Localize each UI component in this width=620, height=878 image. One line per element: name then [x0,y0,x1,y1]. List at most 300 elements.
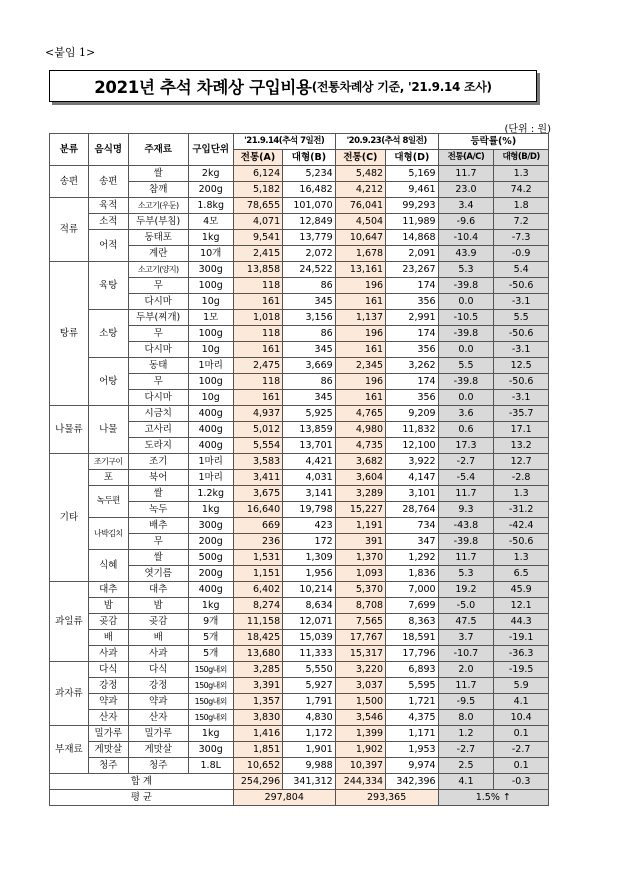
table-row [50,582,549,598]
header-trad-c: 전통(C) [335,150,385,166]
trad-c-cell: 2,345 [335,358,385,374]
large-d-cell: 9,974 [386,758,439,774]
large-b-cell: 3,669 [283,358,336,374]
trad-a-cell: 4,937 [233,406,282,422]
ingredient-cell: 밀가루 [128,726,188,742]
unit-cell: 200g [188,182,233,198]
trad-c-cell: 4,980 [335,422,385,438]
trad-c-cell: 8,708 [335,598,385,614]
large-b-cell: 16,482 [283,182,336,198]
unit-cell: 1kg [188,598,233,614]
trad-c-cell: 196 [335,326,385,342]
trad-c-cell: 1,678 [335,246,385,262]
change-ac-cell: 5.3 [438,566,494,582]
ingredient-cell: 곶감 [128,614,188,630]
change-bd-cell: 7.2 [494,214,549,230]
change-bd-cell: -7.3 [494,230,549,246]
trad-c-cell: 391 [335,534,385,550]
change-bd-cell: 12.7 [494,454,549,470]
food-cell: 산자 [88,710,128,726]
large-b-cell: 8,634 [283,598,336,614]
trad-c-cell: 4,735 [335,438,385,454]
ingredient-cell: 밤 [128,598,188,614]
food-cell: 약과 [88,694,128,710]
category-cell: 과자류 [50,662,89,726]
large-b-cell: 86 [283,278,336,294]
unit-cell: 9개 [188,614,233,630]
header-large-bd: 대형(B/D) [494,150,549,166]
ingredient-cell: 쌀 [128,486,188,502]
category-cell: 적류 [50,198,89,262]
total-change-bd: -0.3 [494,774,549,790]
category-cell: 기타 [50,454,89,582]
ingredient-cell: 쌀 [128,166,188,182]
trad-c-cell: 4,504 [335,214,385,230]
ingredient-cell: 녹두 [128,502,188,518]
large-b-cell: 24,522 [283,262,336,278]
ingredient-cell: 다시마 [128,390,188,406]
unit-cell: 100g [188,374,233,390]
change-bd-cell: 12.1 [494,598,549,614]
trad-a-cell: 13,680 [233,646,282,662]
change-bd-cell: 0.1 [494,758,549,774]
header-row-1 [50,134,549,150]
table-row [50,710,549,726]
ingredient-cell: 도라지 [128,438,188,454]
change-ac-cell: -39.8 [438,326,494,342]
change-bd-cell: -31.2 [494,502,549,518]
unit-cell: 4모 [188,214,233,230]
change-bd-cell: -35.7 [494,406,549,422]
ingredient-cell: 고사리 [128,422,188,438]
change-ac-cell: 47.5 [438,614,494,630]
large-b-cell: 11,333 [283,646,336,662]
trad-c-cell: 3,546 [335,710,385,726]
trad-a-cell: 118 [233,278,282,294]
trad-a-cell: 118 [233,374,282,390]
change-ac-cell: -10.4 [438,230,494,246]
ingredient-cell: 배추 [128,518,188,534]
change-ac-cell: 0.0 [438,342,494,358]
average-label: 평 균 [50,790,234,806]
change-ac-cell: 11.7 [438,678,494,694]
large-b-cell: 1,172 [283,726,336,742]
trad-c-cell: 13,161 [335,262,385,278]
food-cell: 육탕 [88,262,128,310]
total-label: 합 계 [50,774,234,790]
large-d-cell: 347 [386,534,439,550]
trad-a-cell: 1,018 [233,310,282,326]
change-bd-cell: 1.3 [494,486,549,502]
change-bd-cell: 5.9 [494,678,549,694]
table-row [50,454,549,470]
ingredient-cell: 다식 [128,662,188,678]
change-ac-cell: 2.0 [438,662,494,678]
table-row [50,758,549,774]
document-title-box [49,70,537,102]
change-bd-cell: -36.3 [494,646,549,662]
change-ac-cell: 11.7 [438,550,494,566]
large-d-cell: 28,764 [386,502,439,518]
unit-cell: 300g [188,262,233,278]
category-cell: 탕류 [50,262,89,406]
unit-cell: 1kg [188,726,233,742]
large-b-cell: 5,234 [283,166,336,182]
trad-a-cell: 2,415 [233,246,282,262]
trad-c-cell: 15,227 [335,502,385,518]
category-cell: 나물류 [50,406,89,454]
trad-a-cell: 3,583 [233,454,282,470]
large-d-cell: 2,091 [386,246,439,262]
ingredient-cell: 북어 [128,470,188,486]
unit-cell: 5개 [188,630,233,646]
total-row [50,774,549,790]
large-d-cell: 1,836 [386,566,439,582]
change-bd-cell: -3.1 [494,390,549,406]
large-d-cell: 7,000 [386,582,439,598]
large-b-cell: 19,798 [283,502,336,518]
ingredient-cell: 무 [128,278,188,294]
change-bd-cell: 45.9 [494,582,549,598]
large-d-cell: 17,796 [386,646,439,662]
trad-a-cell: 1,416 [233,726,282,742]
total-large-b: 341,312 [283,774,336,790]
ingredient-cell: 엿기름 [128,566,188,582]
trad-a-cell: 1,357 [233,694,282,710]
change-ac-cell: -2.7 [438,454,494,470]
change-ac-cell: 2.5 [438,758,494,774]
average-2020: 293,365 [335,790,438,806]
table-row [50,726,549,742]
unit-cell: 1.8L [188,758,233,774]
table-row [50,166,549,182]
change-bd-cell: 13.2 [494,438,549,454]
change-bd-cell: -50.6 [494,326,549,342]
ingredient-cell: 소고기(우둔) [128,198,188,214]
large-d-cell: 4,147 [386,470,439,486]
unit-cell: 2kg [188,166,233,182]
trad-c-cell: 5,370 [335,582,385,598]
table-row [50,646,549,662]
table-row [50,198,549,214]
large-b-cell: 10,214 [283,582,336,598]
trad-c-cell: 5,482 [335,166,385,182]
ingredient-cell: 무 [128,326,188,342]
trad-c-cell: 1,370 [335,550,385,566]
header-large-d: 대형(D) [386,150,439,166]
trad-c-cell: 161 [335,294,385,310]
unit-cell: 300g [188,742,233,758]
large-d-cell: 11,989 [386,214,439,230]
change-bd-cell: 6.5 [494,566,549,582]
table-row [50,406,549,422]
trad-c-cell: 10,647 [335,230,385,246]
total-trad-c: 244,334 [335,774,385,790]
large-b-cell: 13,701 [283,438,336,454]
trad-a-cell: 3,411 [233,470,282,486]
unit-cell: 500g [188,550,233,566]
ingredient-cell: 다시마 [128,294,188,310]
large-d-cell: 12,100 [386,438,439,454]
ingredient-cell: 조기 [128,454,188,470]
ingredient-cell: 계란 [128,246,188,262]
food-cell: 육적 [88,198,128,214]
header-category: 분류 [50,134,89,166]
food-cell: 소탕 [88,310,128,358]
table-row [50,598,549,614]
food-cell: 조기구이 [88,454,128,470]
ingredient-cell: 동태포 [128,230,188,246]
header-ingredient: 주재료 [128,134,188,166]
food-cell: 나물 [88,406,128,454]
trad-a-cell: 8,274 [233,598,282,614]
trad-c-cell: 7,565 [335,614,385,630]
trad-a-cell: 4,071 [233,214,282,230]
trad-c-cell: 1,399 [335,726,385,742]
change-ac-cell: -5.4 [438,470,494,486]
large-d-cell: 174 [386,374,439,390]
change-ac-cell: 5.3 [438,262,494,278]
change-ac-cell: 0.0 [438,294,494,310]
trad-c-cell: 10,397 [335,758,385,774]
average-2021: 297,804 [233,790,335,806]
large-b-cell: 2,072 [283,246,336,262]
unit-cell: 1.2kg [188,486,233,502]
large-d-cell: 8,363 [386,614,439,630]
trad-a-cell: 118 [233,326,282,342]
large-d-cell: 5,595 [386,678,439,694]
header-unit: 구입단위 [188,134,233,166]
large-b-cell: 1,901 [283,742,336,758]
unit-cell: 10g [188,390,233,406]
change-ac-cell: -9.6 [438,214,494,230]
large-b-cell: 15,039 [283,630,336,646]
unit-cell: 100g [188,326,233,342]
large-b-cell: 345 [283,294,336,310]
header-large-b: 대형(B) [283,150,336,166]
header-period-2020: '20.9.23(추석 8일전) [335,134,438,150]
table-row [50,214,549,230]
trad-a-cell: 11,158 [233,614,282,630]
trad-c-cell: 4,212 [335,182,385,198]
trad-a-cell: 161 [233,342,282,358]
trad-c-cell: 196 [335,278,385,294]
ingredient-cell: 소고기(양지) [128,262,188,278]
change-ac-cell: -9.5 [438,694,494,710]
large-d-cell: 11,832 [386,422,439,438]
change-bd-cell: 1.3 [494,166,549,182]
change-bd-cell: 10.4 [494,710,549,726]
ingredient-cell: 두부(찌개) [128,310,188,326]
change-bd-cell: 0.1 [494,726,549,742]
large-d-cell: 3,922 [386,454,439,470]
large-d-cell: 7,699 [386,598,439,614]
unit-cell: 1마리 [188,454,233,470]
food-cell: 곶감 [88,614,128,630]
unit-cell: 150g내외 [188,678,233,694]
trad-a-cell: 5,554 [233,438,282,454]
trad-c-cell: 3,604 [335,470,385,486]
trad-c-cell: 15,317 [335,646,385,662]
change-ac-cell: 11.7 [438,486,494,502]
table-row [50,662,549,678]
header-change: 등락률(%) [438,134,548,150]
trad-c-cell: 4,765 [335,406,385,422]
trad-c-cell: 1,137 [335,310,385,326]
change-bd-cell: -2.7 [494,742,549,758]
table-row [50,518,549,534]
large-b-cell: 86 [283,374,336,390]
large-b-cell: 86 [283,326,336,342]
change-ac-cell: 43.9 [438,246,494,262]
food-cell: 녹두편 [88,486,128,518]
trad-c-cell: 1,500 [335,694,385,710]
large-d-cell: 9,461 [386,182,439,198]
change-ac-cell: -10.7 [438,646,494,662]
change-bd-cell: 12.5 [494,358,549,374]
large-b-cell: 1,309 [283,550,336,566]
food-cell: 다식 [88,662,128,678]
large-d-cell: 6,893 [386,662,439,678]
table-row [50,470,549,486]
unit-cell: 5개 [188,646,233,662]
unit-cell: 200g [188,566,233,582]
change-bd-cell: -50.6 [494,278,549,294]
large-b-cell: 12,071 [283,614,336,630]
large-b-cell: 3,156 [283,310,336,326]
trad-a-cell: 3,830 [233,710,282,726]
unit-cell: 10g [188,294,233,310]
food-cell: 식혜 [88,550,128,582]
food-cell: 대추 [88,582,128,598]
large-b-cell: 345 [283,390,336,406]
large-b-cell: 13,859 [283,422,336,438]
change-ac-cell: 3.7 [438,630,494,646]
header-trad-ac: 전통(A/C) [438,150,494,166]
trad-c-cell: 76,041 [335,198,385,214]
large-d-cell: 3,101 [386,486,439,502]
unit-cell: 400g [188,438,233,454]
trad-c-cell: 17,767 [335,630,385,646]
unit-cell: 150g내외 [188,662,233,678]
ingredient-cell: 시금치 [128,406,188,422]
total-change-ac: 4.1 [438,774,494,790]
trad-a-cell: 16,640 [233,502,282,518]
change-ac-cell: 5.5 [438,358,494,374]
large-d-cell: 4,375 [386,710,439,726]
trad-c-cell: 161 [335,390,385,406]
average-change: 1.5% ↑ [438,790,548,806]
attachment-label: <붙임 1> [45,46,96,59]
trad-a-cell: 78,655 [233,198,282,214]
large-b-cell: 13,779 [283,230,336,246]
large-b-cell: 1,956 [283,566,336,582]
trad-a-cell: 10,652 [233,758,282,774]
large-b-cell: 5,927 [283,678,336,694]
unit-cell: 1kg [188,230,233,246]
large-d-cell: 1,721 [386,694,439,710]
change-ac-cell: -10.5 [438,310,494,326]
large-d-cell: 5,169 [386,166,439,182]
unit-cell: 400g [188,422,233,438]
change-bd-cell: 5.5 [494,310,549,326]
large-b-cell: 4,830 [283,710,336,726]
table-row [50,486,549,502]
change-ac-cell: -43.8 [438,518,494,534]
total-trad-a: 254,296 [233,774,282,790]
trad-a-cell: 1,151 [233,566,282,582]
food-cell: 어탕 [88,358,128,406]
unit-cell: 1마리 [188,358,233,374]
large-d-cell: 18,591 [386,630,439,646]
ingredient-cell: 쌀 [128,550,188,566]
trad-c-cell: 3,682 [335,454,385,470]
change-bd-cell: 44.3 [494,614,549,630]
unit-cell: 100g [188,278,233,294]
unit-cell: 150g내외 [188,694,233,710]
change-ac-cell: -39.8 [438,534,494,550]
large-b-cell: 4,031 [283,470,336,486]
table-body [50,166,549,806]
change-bd-cell: -19.1 [494,630,549,646]
food-cell: 밀가루 [88,726,128,742]
change-bd-cell: -3.1 [494,294,549,310]
trad-c-cell: 3,037 [335,678,385,694]
ingredient-cell: 참깨 [128,182,188,198]
large-b-cell: 9,988 [283,758,336,774]
document-title: 2021년 추석 차례상 구입비용 [94,78,312,97]
ingredient-cell: 대추 [128,582,188,598]
change-ac-cell: 3.4 [438,198,494,214]
change-ac-cell: -2.7 [438,742,494,758]
ingredient-cell: 게맛살 [128,742,188,758]
trad-a-cell: 161 [233,294,282,310]
unit-cell: 1.8kg [188,198,233,214]
large-b-cell: 1,791 [283,694,336,710]
ingredient-cell: 사과 [128,646,188,662]
trad-a-cell: 3,675 [233,486,282,502]
header-period-2021: '21.9.14(추석 7일전) [233,134,335,150]
ingredient-cell: 다시마 [128,342,188,358]
unit-cell: 10개 [188,246,233,262]
table-row [50,742,549,758]
large-d-cell: 174 [386,278,439,294]
header-trad-a: 전통(A) [233,150,282,166]
unit-cell: 200g [188,534,233,550]
food-cell: 소적 [88,214,128,230]
ingredient-cell: 배 [128,630,188,646]
large-d-cell: 356 [386,342,439,358]
change-ac-cell: 3.6 [438,406,494,422]
food-cell: 배 [88,630,128,646]
large-d-cell: 23,267 [386,262,439,278]
food-cell: 밤 [88,598,128,614]
table-row [50,550,549,566]
food-cell: 청주 [88,758,128,774]
change-ac-cell: 19.2 [438,582,494,598]
food-cell: 게맛살 [88,742,128,758]
trad-a-cell: 6,402 [233,582,282,598]
table-row [50,694,549,710]
change-bd-cell: -2.8 [494,470,549,486]
large-d-cell: 2,991 [386,310,439,326]
table-row [50,358,549,374]
average-row [50,790,549,806]
ingredient-cell: 약과 [128,694,188,710]
change-bd-cell: 5.4 [494,262,549,278]
category-cell: 과일류 [50,582,89,662]
food-cell: 나박김치 [88,518,128,550]
